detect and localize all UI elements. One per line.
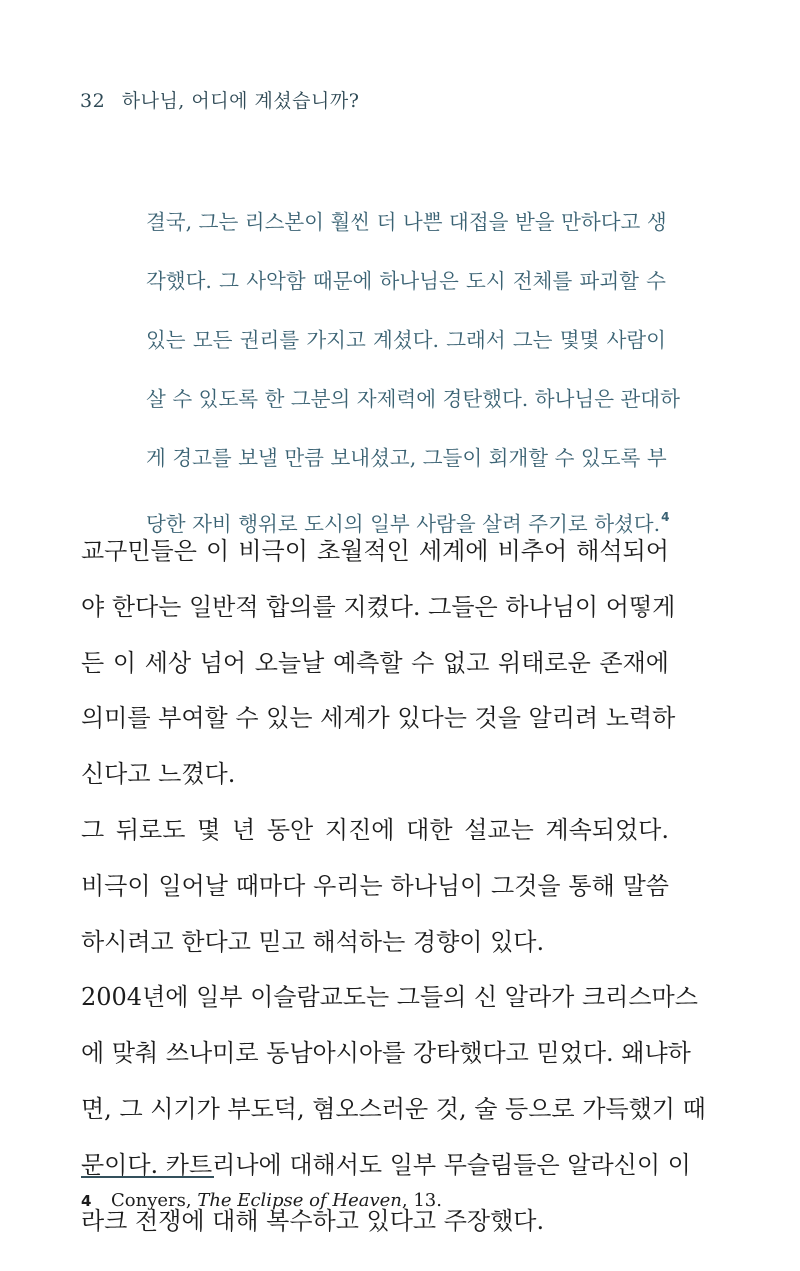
footnote-book-title: The Eclipse of Heaven <box>197 1190 402 1211</box>
footnote-page: , 13. <box>401 1190 442 1211</box>
paragraph-line: 야 한다는 일반적 합의를 지켰다. 그들은 하나님이 어떻게 <box>81 592 676 621</box>
quote-line: 있는 모든 권리를 가지고 계셨다. 그래서 그는 몇몇 사람이 <box>146 328 666 352</box>
page-number: 32 <box>80 90 106 112</box>
paragraph-line: 문이다. 카트리나에 대해서도 일부 무슬림들은 알라신이 이 <box>81 1150 691 1179</box>
footnote-number: 4 <box>81 1192 92 1210</box>
block-quote <box>146 200 680 554</box>
paragraph-line: 에 맞춰 쓰나미로 동남아시아를 강타했다고 믿었다. 왜냐하 <box>81 1039 691 1068</box>
quote-line: 살 수 있도록 한 그분의 자제력에 경탄했다. 하나님은 관대하 <box>146 387 680 411</box>
footnote-divider <box>81 1176 214 1178</box>
paragraph-line: 라크 전쟁에 대해 복수하고 있다고 주장했다. <box>81 1206 545 1235</box>
paragraph-line: 든 이 세상 넘어 오늘날 예측할 수 없고 위태로운 존재에 <box>81 648 669 677</box>
paragraph-line: 2004년에 일부 이슬람교도는 그들의 신 알라가 크리스마스 <box>81 983 698 1012</box>
running-title: 하나님, 어디에 계셨습니까? <box>121 90 360 112</box>
paragraph-line: 그 뒤로도 몇 년 동안 지진에 대한 설교는 계속되었다. <box>81 815 669 844</box>
body-text <box>81 528 706 1253</box>
paragraph-line: 의미를 부여할 수 있는 세계가 있다는 것을 알리려 노력하 <box>81 704 676 733</box>
footnote-reference[interactable]: 4 <box>661 510 670 524</box>
quote-line: 게 경고를 보낼 만큼 보내셨고, 그들이 회개할 수 있도록 부 <box>146 446 667 470</box>
quote-line: 결국, 그는 리스본이 훨씬 더 나쁜 대접을 받을 만하다고 생 <box>146 210 667 234</box>
paragraph-line: 신다고 느꼈다. <box>81 760 236 789</box>
paragraph-line: 교구민들은 이 비극이 초월적인 세계에 비추어 해석되어 <box>81 537 669 565</box>
quote-line: 각했다. 그 사악함 때문에 하나님은 도시 전체를 파괴할 수 <box>146 269 666 293</box>
footnote-author: Conyers, <box>111 1190 192 1211</box>
paragraph-line: 면, 그 시기가 부도덕, 혐오스러운 것, 술 등으로 가득했기 때 <box>81 1094 706 1123</box>
footnote <box>81 1190 442 1211</box>
quote-line-text: 당한 자비 행위로 도시의 일부 사람을 살려 주기로 하셨다. <box>146 512 661 536</box>
paragraph-line: 하시려고 한다고 믿고 해석하는 경향이 있다. <box>81 927 545 956</box>
running-header <box>80 86 359 113</box>
paragraph-line: 비극이 일어날 때마다 우리는 하나님이 그것을 통해 말씀 <box>81 871 669 900</box>
